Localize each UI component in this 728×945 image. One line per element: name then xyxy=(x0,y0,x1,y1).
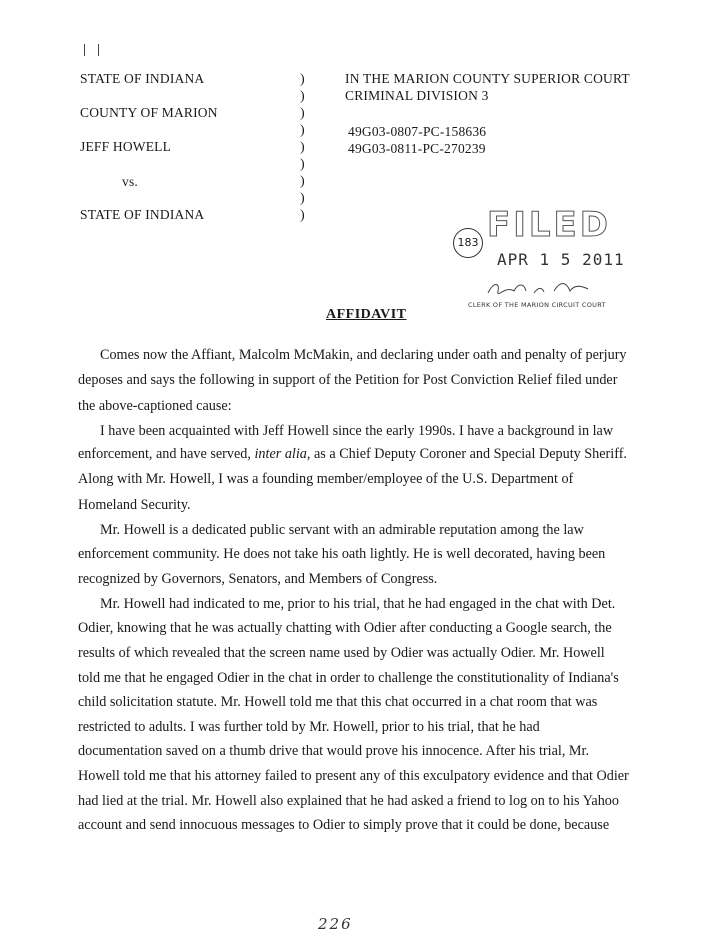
case-number-1: 49G03-0807-PC-158636 xyxy=(348,124,487,139)
clerk-caption: CLERK OF THE MARION CIRCUIT COURT xyxy=(468,301,606,309)
body-line: Mr. Howell is a dedicated public servant with an admirable reputation among the law xyxy=(100,522,584,538)
body-line: Homeland Security. xyxy=(78,497,191,513)
body-line: Odier, knowing that he was actually chatting with Odier after conducting a Google search, the xyxy=(78,620,612,636)
filed-date: APR 1 5 2011 xyxy=(497,250,625,269)
body-line: account and send innocuous messages to Odier to simply prove that it could be done, because xyxy=(78,817,610,833)
body-line: enforcement community. He does not take his oath lightly. He is well decorated, having been xyxy=(78,546,606,562)
caption-versus: vs. xyxy=(122,174,138,189)
body-line: enforcement, and have served, inter alia, as a Chief Deputy Coroner and Special Deputy Sheriff. xyxy=(78,446,627,462)
caption-county: COUNTY OF MARION xyxy=(80,105,218,120)
body-line: the above-captioned cause: xyxy=(78,398,232,414)
body-line: child solicitation statute. Mr. Howell told me that this chat occurred in a chat room that was xyxy=(78,694,598,710)
caption-parentheses: ) ) ) ) ) ) ) ) ) xyxy=(300,72,305,223)
document-title: AFFIDAVIT xyxy=(326,307,407,322)
body-line: results of which revealed that the screen name used by Odier was actually Odier. Mr. Howell xyxy=(78,645,605,661)
body-line: recognized by Governors, Senators, and Members of Congress. xyxy=(78,571,438,587)
body-line: told me that he engaged Odier in the chat in order to challenge the constitutionality of Indiana's xyxy=(78,670,619,686)
stamp-number: 183 xyxy=(453,228,483,258)
body-line: Along with Mr. Howell, I was a founding member/employee of the U.S. Department of xyxy=(78,471,574,487)
body-line: I have been acquainted with Jeff Howell since the early 1990s. I have a background in law xyxy=(100,423,614,439)
caption-state: STATE OF INDIANA xyxy=(80,71,205,86)
body-line: deposes and says the following in support of the Petition for Post Conviction Relief filed under xyxy=(78,372,618,388)
body-line: restricted to adults. I was further told by Mr. Howell, prior to his trial, that he had xyxy=(78,719,540,735)
scan-mark xyxy=(98,44,99,56)
page-number: 226 xyxy=(318,915,353,933)
filed-stamp: FILED xyxy=(487,205,611,245)
body-line: had lied at the trial. Mr. Howell also explained that he had asked a friend to log on to his Yahoo xyxy=(78,793,619,809)
scan-mark xyxy=(84,44,85,56)
clerk-signature xyxy=(484,279,594,299)
body-line: Howell told me that his attorney failed to present any of this exculpatory evidence and that Odier xyxy=(78,768,629,784)
body-line: Comes now the Affiant, Malcolm McMakin, and declaring under oath and penalty of perjury xyxy=(100,347,627,363)
court-division: CRIMINAL DIVISION 3 xyxy=(345,88,489,103)
body-line: Mr. Howell had indicated to me, prior to his trial, that he had engaged in the chat with Det. xyxy=(100,596,616,612)
caption-respondent: STATE OF INDIANA xyxy=(80,207,205,222)
case-number-2: 49G03-0811-PC-270239 xyxy=(348,141,486,156)
caption-petitioner: JEFF HOWELL xyxy=(80,139,172,154)
court-name: IN THE MARION COUNTY SUPERIOR COURT xyxy=(345,71,630,86)
body-line: documentation saved on a thumb drive that would prove his innocence. After his trial, Mr. xyxy=(78,743,590,759)
